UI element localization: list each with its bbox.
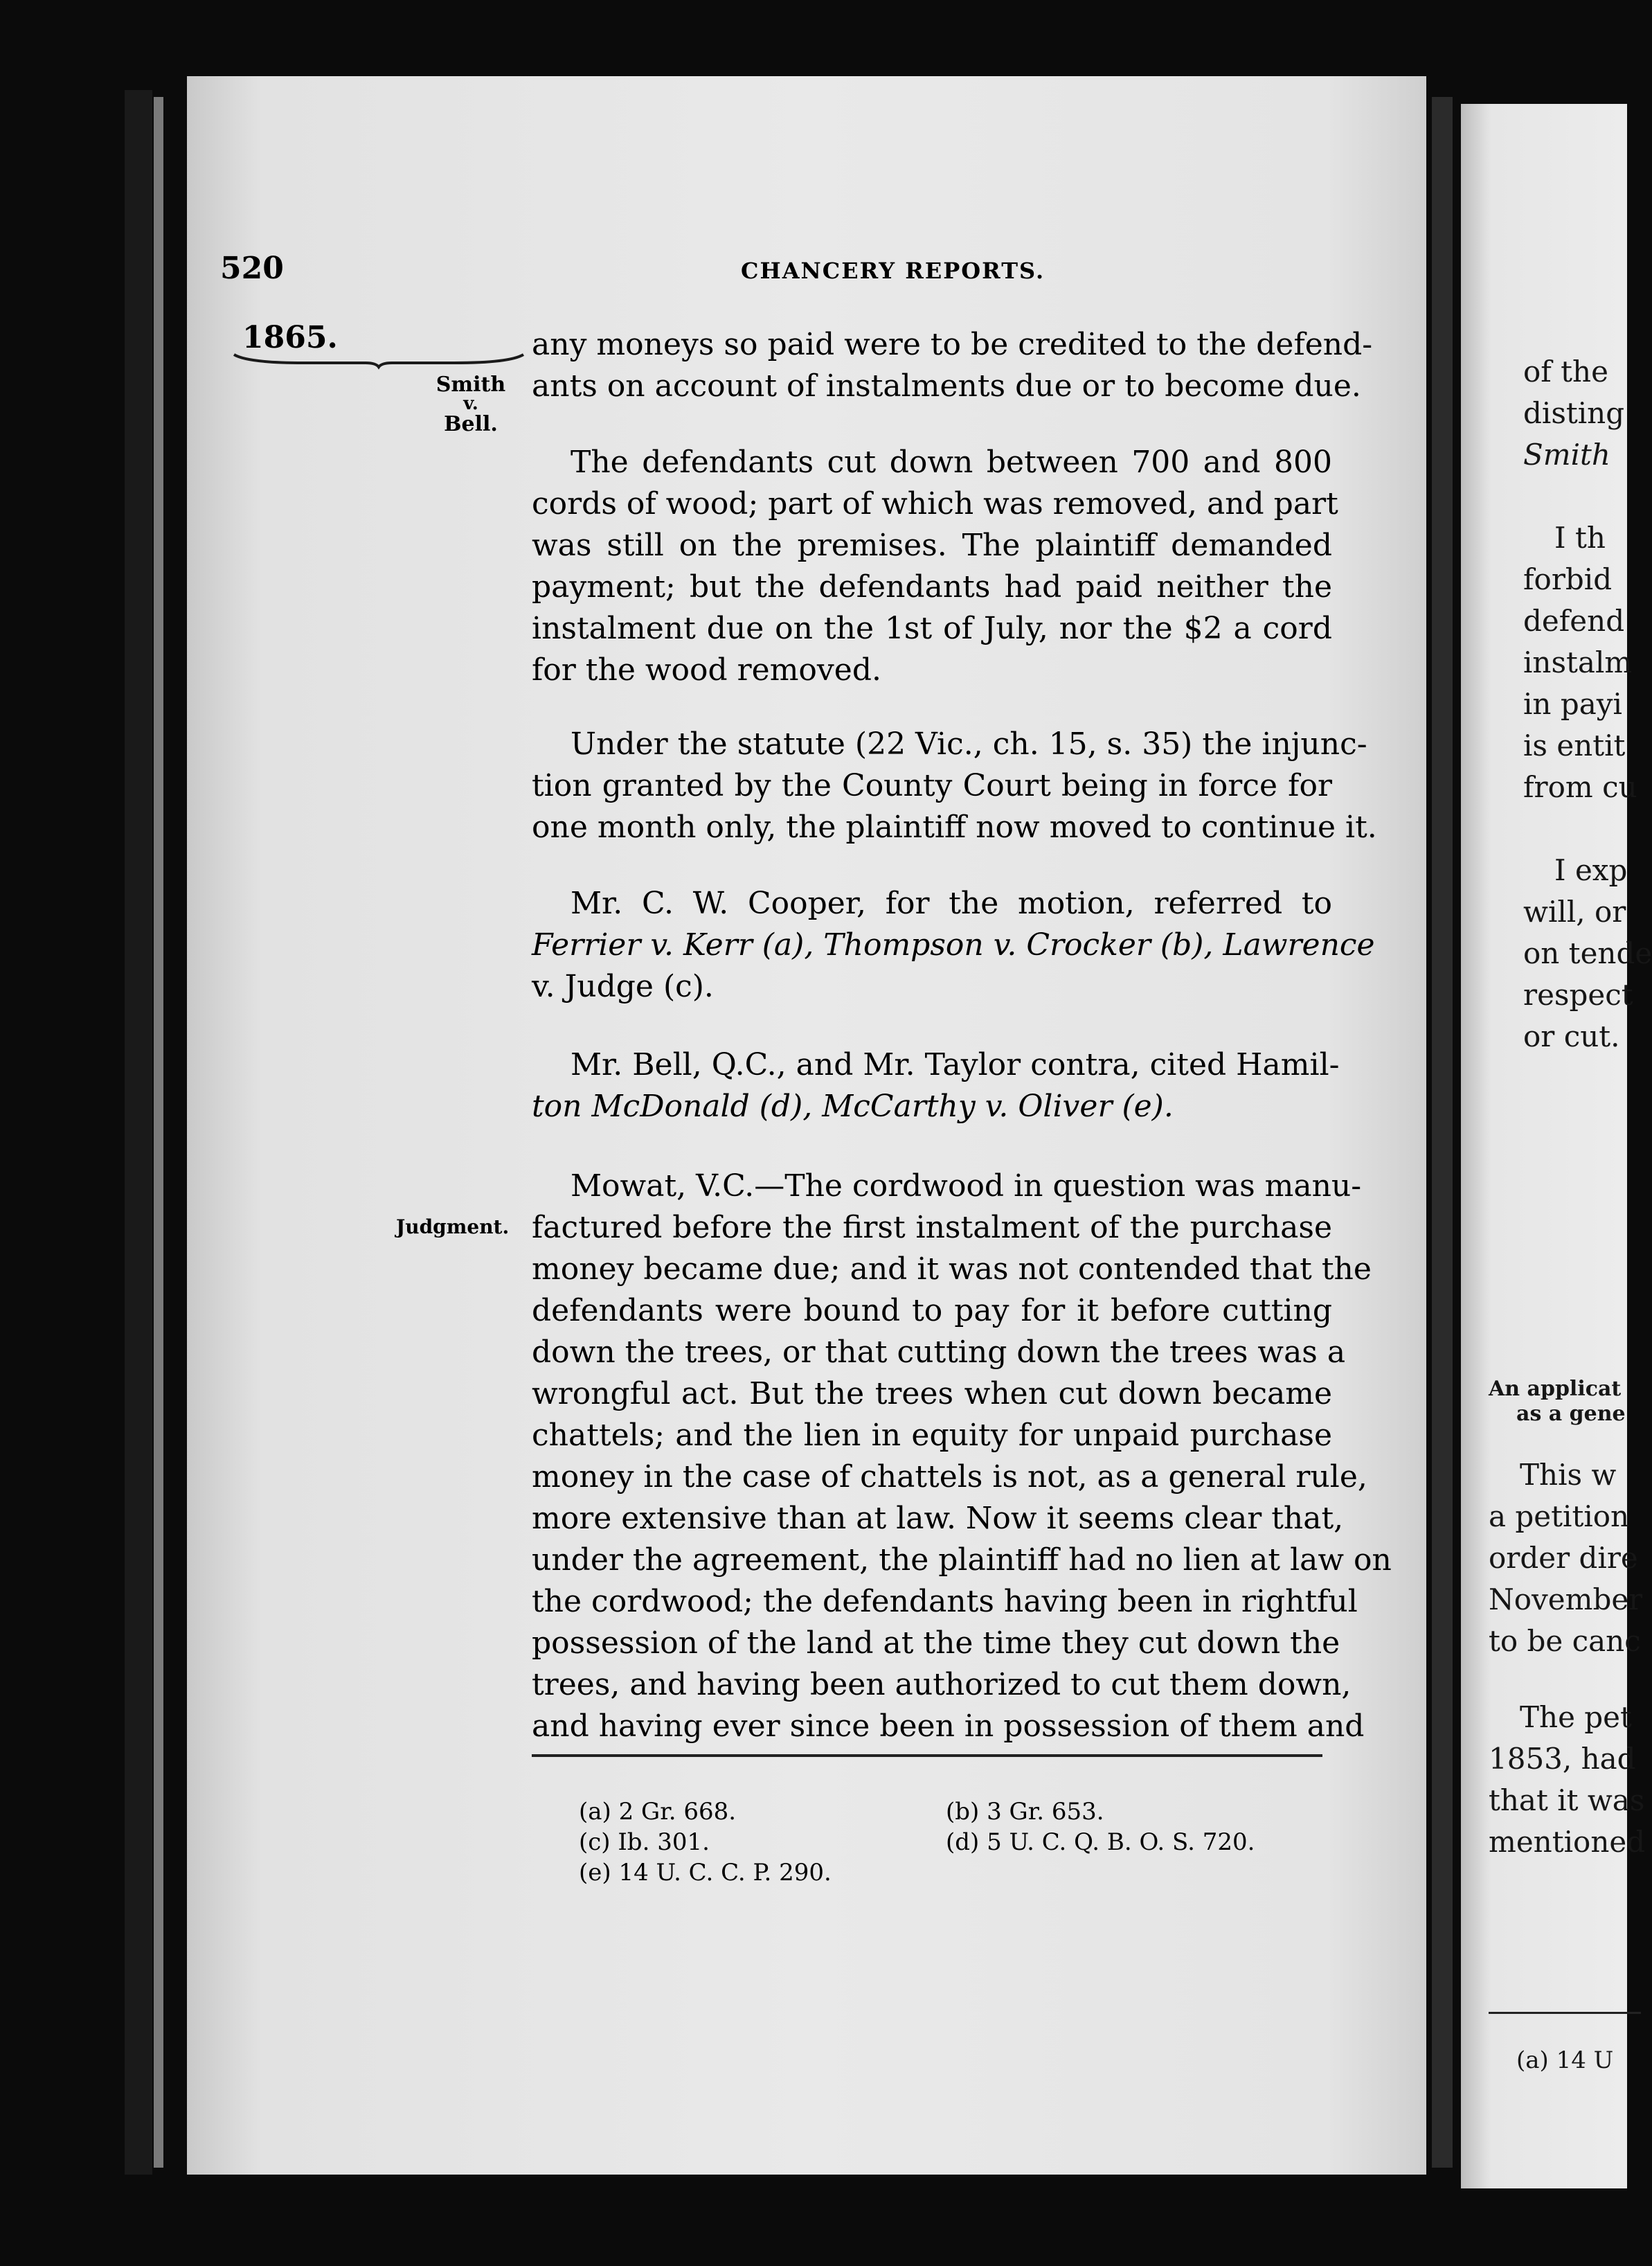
body-line: down the trees, or that cutting down the trees was a [532, 1335, 1346, 1370]
facing-footnote: (a) 14 U [1516, 2046, 1614, 2074]
body-line: Mr. Bell, Q.C., and Mr. Taylor contra, cited Hamil- [571, 1047, 1340, 1082]
facing-side-note: An applicat [1489, 1377, 1622, 1401]
body-line: v. Judge (c). [532, 969, 714, 1004]
margin-case-versus: v. [463, 393, 478, 414]
margin-case-defendant: Bell. [444, 412, 498, 436]
body-line: ton McDonald (d), McCarthy v. Oliver (e). [532, 1089, 1174, 1124]
body-line: ants on account of instalments due or to become due. [532, 368, 1361, 404]
facing-line: in payi [1523, 687, 1622, 721]
margin-judgment-label: Judgment. [396, 1215, 510, 1238]
facing-line: order dire [1489, 1541, 1638, 1575]
facing-line: I exp [1554, 853, 1628, 887]
body-line: Mr. C. W. Cooper, for the motion, referred to [571, 886, 1332, 921]
body-line: Ferrier v. Kerr (a), Thompson v. Crocker (b), Lawrence [532, 927, 1375, 963]
facing-line: a petition [1489, 1499, 1630, 1533]
body-line: for the wood removed. [532, 652, 881, 688]
facing-page [1461, 104, 1652, 2188]
body-line: trees, and having been authorized to cut them down, [532, 1667, 1352, 1702]
footnote: (c) Ib. 301. [579, 1828, 710, 1856]
body-line: under the agreement, the plaintiff had no lien at law on [532, 1542, 1392, 1578]
body-line: instalment due on the 1st of July, nor the $2 a cord [532, 611, 1332, 646]
footnote: (b) 3 Gr. 653. [946, 1798, 1104, 1826]
body-line: and having ever since been in possession of them and [532, 1709, 1365, 1744]
page-edge-left [154, 97, 163, 2168]
page-number: 520 [220, 251, 284, 286]
facing-footnote-rule [1489, 2012, 1641, 2014]
facing-line: The pet [1520, 1700, 1632, 1734]
margin-brace [234, 352, 523, 367]
body-line: one month only, the plaintiff now moved to continue it. [532, 810, 1377, 845]
page-edge-right [1432, 97, 1453, 2168]
facing-line: November [1489, 1582, 1643, 1616]
facing-line: is entit [1523, 729, 1626, 762]
body-line: defendants were bound to pay for it before cutting [532, 1293, 1332, 1328]
body-line: any moneys so paid were to be credited to the defend- [532, 327, 1373, 362]
facing-line: to be canc [1489, 1624, 1641, 1658]
footnote: (e) 14 U. C. C. P. 290. [579, 1859, 832, 1886]
facing-line: mentioned [1489, 1825, 1646, 1859]
facing-line: Smith [1523, 438, 1610, 472]
facing-line: This w [1520, 1458, 1617, 1492]
facing-line: of the [1523, 355, 1608, 389]
body-line: wrongful act. But the trees when cut down became [532, 1376, 1332, 1411]
body-line: the cordwood; the defendants having been in rightful [532, 1584, 1358, 1619]
facing-line: instalm [1523, 645, 1633, 679]
body-line: tion granted by the County Court being in force for [532, 768, 1332, 803]
footnote: (a) 2 Gr. 668. [579, 1798, 737, 1826]
binding-edge [125, 90, 152, 2175]
body-line: cords of wood; part of which was removed, and part [532, 486, 1338, 521]
facing-line: defend [1523, 604, 1625, 638]
body-line: money became due; and it was not contended that the [532, 1251, 1372, 1287]
facing-line: I th [1554, 521, 1606, 555]
facing-line: will, or [1523, 895, 1626, 929]
body-line: was still on the premises. The plaintiff demanded [532, 528, 1332, 563]
facing-line: that it was [1489, 1783, 1645, 1817]
facing-line: forbid [1523, 562, 1613, 596]
facing-line: or cut. [1523, 1019, 1620, 1053]
facing-side-note: as a gene [1516, 1402, 1626, 1426]
body-line: Under the statute (22 Vic., ch. 15, s. 35) the injunc- [571, 726, 1367, 762]
facing-line: disting [1523, 396, 1625, 430]
facing-line: from cu [1523, 770, 1637, 804]
body-line: chattels; and the lien in equity for unpaid purchase [532, 1418, 1332, 1453]
footnote: (d) 5 U. C. Q. B. O. S. 720. [946, 1828, 1255, 1856]
body-line: possession of the land at the time they cut down the [532, 1625, 1340, 1661]
margin-case-plaintiff: Smith [436, 373, 506, 397]
running-title: CHANCERY REPORTS. [741, 258, 1045, 284]
facing-line: respect [1523, 978, 1633, 1012]
body-line: Mowat, V.C.—The cordwood in question was manu- [571, 1168, 1362, 1204]
margin-year: 1865. [242, 320, 338, 355]
body-line: more extensive than at law. Now it seems clear that, [532, 1501, 1344, 1536]
body-line: money in the case of chattels is not, as a general rule, [532, 1459, 1367, 1495]
facing-line: on tende [1523, 936, 1652, 970]
body-line: factured before the first instalment of the purchase [532, 1210, 1332, 1245]
footnote-rule [532, 1754, 1322, 1757]
facing-line: 1853, had [1489, 1742, 1636, 1776]
body-line: payment; but the defendants had paid neither the [532, 569, 1332, 605]
body-line: The defendants cut down between 700 and 800 [571, 445, 1332, 480]
